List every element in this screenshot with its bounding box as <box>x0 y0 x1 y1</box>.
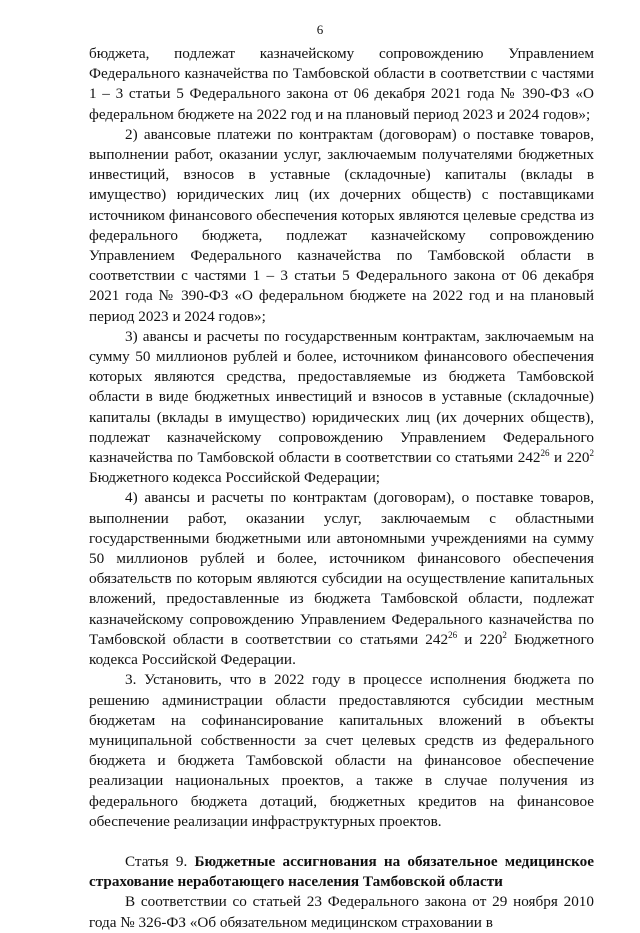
article-ref-base: 242 <box>425 630 449 648</box>
paragraph-4-ending: Бюджетного кодекса Российской Федерации. <box>89 630 594 669</box>
conjunction: и <box>549 449 567 467</box>
paragraph-2: 2) авансовые платежи по контрактам (договорам) о поставке товаров, выполнении работ, оказании услуг, заключаемым получателями бюджетных инвестиций, взносов в уставные (складочные) капиталы (вклады в имущество) юридических лиц (их дочерних обществ) с поставщиками источником финансового обеспечения которых являются целевые средства из федерального бюджета, подлежат казначейскому сопровождению Управлением Федерального казначейства по Тамбовской области в соответствии с частями 1 – 3 статьи 5 Федерального закона от 06 декабря 2021 года № 390-ФЗ «О федеральном бюджете на 2022 год и на плановый период 2023 и 2024 годов»; <box>89 125 594 325</box>
article-ref-superscript: 26 <box>540 448 550 458</box>
paragraph-5: 3. Установить, что в 2022 году в процессе исполнения бюджета по решению администрации области предоставляются субсидии местным бюджетам на софинансирование капитальных вложений в объекты муниципальной собственности за счет целевых средств из федерального бюджета и бюджета Тамбовской области на финансовое обеспечение реализации национальных проектов, а также в случае получения из федерального бюджета дотаций, бюджетных кредитов на финансовое обеспечение реализации инфраструктурных проектов. <box>89 671 594 830</box>
paragraph-3-ending: Бюджетного кодекса Российской Федерации; <box>89 469 380 487</box>
article-title: Бюджетные ассигнования на обязательное медицинское страхование неработающего населения Тамбовской области <box>89 852 594 891</box>
section-spacer <box>89 832 594 852</box>
article-ref-superscript: 2 <box>502 629 507 640</box>
paragraph-3 <box>89 327 594 489</box>
article-ref-220-2 <box>480 631 507 648</box>
paragraph-1: бюджета, подлежат казначейскому сопровождению Управлением Федерального казначейства по Тамбовской области в соответствии с частями 1 – 3 статьи 5 Федерального закона от 06 декабря 2021 года № 390-ФЗ «О федеральном бюджете на 2022 год и на плановый период 2023 и 2024 годов»; <box>89 45 594 123</box>
paragraph-3-text: 3) авансы и расчеты по государственным контрактам, заключаемым на сумму 50 миллионов рублей и более, источником финансового обеспечения которых являются средства, предоставляемые из бюджета Тамбовской области в виде бюджетных инвестиций и взносов в уставные (складочные) капиталы (вклады в имущество) юридических лиц (их дочерних обществ), подлежат казначейскому сопровождению Управлением Федерального казначейства по Тамбовской области в соответствии со статьями <box>89 327 594 467</box>
article-ref-220-2 <box>567 449 594 466</box>
page-number: 6 <box>316 22 324 37</box>
article-ref-superscript: 2 <box>589 448 594 458</box>
article-ref-base: 220 <box>566 449 590 467</box>
conjunction: и <box>457 630 480 648</box>
paragraph-6: В соответствии со статьей 23 Федерального закона от 29 ноября 2010 года № 326-ФЗ «Об обязательном медицинском страховании в <box>89 893 594 931</box>
article-9-heading <box>89 852 594 892</box>
paragraph-4-text: 4) авансы и расчеты по контрактам (договорам), о поставке товаров, выполнении работ, оказании услуг, заключаемым с областными государственными бюджетными или автономными учреждениями на сумму 50 миллионов рублей и более, источником финансового обеспечения обязательств по которым являются субсидии на осуществление капитальных вложений, предоставленные из бюджета Тамбовской области, подлежат казначейскому сопровождению Управлением Федерального казначейства по Тамбовской области в соответствии со статьями <box>89 489 594 648</box>
article-ref-base: 220 <box>479 630 503 648</box>
document-body <box>89 44 594 933</box>
article-ref-base: 242 <box>517 449 541 467</box>
article-ref-242-26 <box>425 631 457 648</box>
article-ref-242-26 <box>518 449 550 466</box>
article-ref-superscript: 26 <box>448 629 458 640</box>
paragraph-4 <box>89 488 594 670</box>
article-label: Статья 9. <box>125 852 188 870</box>
